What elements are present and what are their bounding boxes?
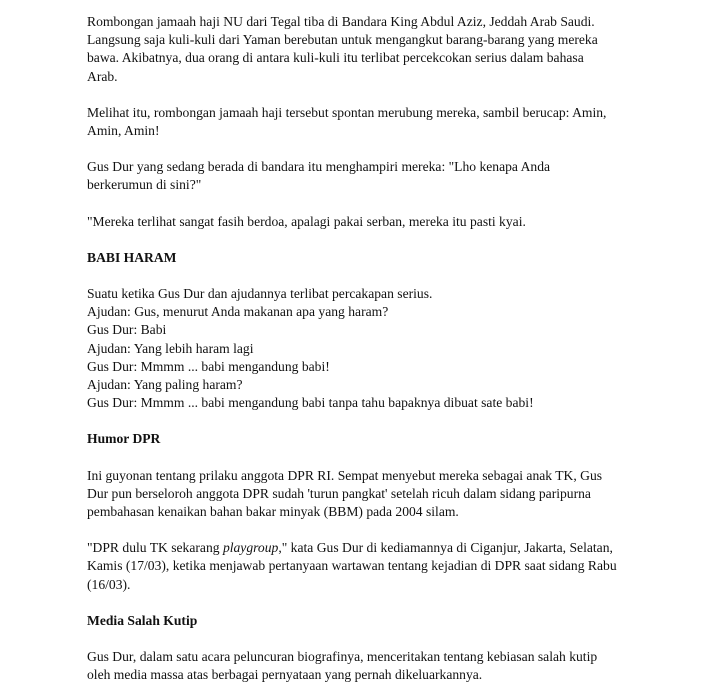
text-line: Melihat itu, rombongan jamaah haji tersebut spontan merubung mereka, sambil berucap: Amin, [87,104,607,120]
paragraph-gap [87,195,677,213]
dialogue-line: Gus Dur: Babi [87,322,167,338]
text-line: berkerumun di sini?" [87,177,202,193]
paragraph-gap [87,449,677,467]
text-line: oleh media massa atas berbagai pernyataan yang pernah dikeluarkannya. [87,667,483,683]
text-line: Gus Dur yang sedang berada di bandara itu menghampiri mereka: "Lho kenapa Anda [87,159,551,175]
section-heading-babi-haram: BABI HARAM [87,249,177,265]
text-line: Arab. [87,68,118,84]
quote-start-text: "DPR dulu TK sekarang [87,540,223,556]
paragraph-gap [87,267,677,285]
media-salah-kutip-paragraph [87,648,677,684]
dialogue-line: Ajudan: Yang paling haram? [87,377,243,393]
paragraph-gap [87,594,677,612]
text-line: pembahasan kenaikan bahan bakar minyak (BBM) pada 2004 silam. [87,504,459,520]
paragraph-gap [87,86,677,104]
intro-paragraph-3 [87,158,677,194]
text-line: Amin, Amin! [87,123,160,139]
intro-paragraph-1 [87,13,677,86]
intro-paragraph-2 [87,104,677,140]
humor-dpr-paragraph-1 [87,467,677,522]
dialogue-line: Ajudan: Gus, menurut Anda makanan apa yang haram? [87,304,389,320]
paragraph-gap [87,521,677,539]
dialogue-line: Ajudan: Yang lebih haram lagi [87,340,254,356]
paragraph-gap [87,231,677,249]
section-heading-humor-dpr: Humor DPR [87,431,161,447]
playgroup-italic-text: playgroup [222,540,279,556]
paragraph-gap [87,412,677,430]
text-line: Gus Dur, dalam satu acara peluncuran biografinya, menceritakan tentang kebiasan salah kutip [87,649,598,665]
text-line: Ini guyonan tentang prilaku anggota DPR RI. Sempat menyebut mereka sebagai anak TK, Gus [87,467,603,483]
paragraph-gap [87,140,677,158]
intro-paragraph-4 [87,213,677,231]
document-page [87,13,677,684]
babi-haram-dialogue [87,285,677,412]
text-line: Langsung saja kuli-kuli dari Yaman berebutan untuk mengangkut barang-barang yang mereka [87,32,598,48]
quote-end-text: ," kata Gus Dur di kediamannya di Ciganjur, Jakarta, Selatan, [278,540,613,556]
text-line: Kamis (17/03), ketika menjawab pertanyaan wartawan tentang kejadian di DPR saat sidang Rabu [87,558,617,574]
text-line: Rombongan jamaah haji NU dari Tegal tiba di Bandara King Abdul Aziz, Jeddah Arab Saudi. [87,14,595,29]
section-heading-media-salah-kutip: Media Salah Kutip [87,612,198,628]
text-line: Dur pun berseloroh anggota DPR sudah 'turun pangkat' setelah ricuh dalam sidang paripurna [87,485,591,501]
text-line-with-italic [87,539,677,557]
text-line: (16/03). [87,576,131,592]
paragraph-gap [87,630,677,648]
text-line: bawa. Akibatnya, dua orang di antara kuli-kuli itu terlibat percekcokan serius dalam bahasa [87,50,584,66]
humor-dpr-paragraph-2 [87,539,677,594]
dialogue-line: Gus Dur: Mmmm ... babi mengandung babi! [87,358,330,374]
dialogue-line: Gus Dur: Mmmm ... babi mengandung babi tanpa tahu bapaknya dibuat sate babi! [87,395,534,411]
text-line: "Mereka terlihat sangat fasih berdoa, apalagi pakai serban, mereka itu pasti kyai. [87,213,526,229]
dialogue-line: Suatu ketika Gus Dur dan ajudannya terlibat percakapan serius. [87,286,433,302]
